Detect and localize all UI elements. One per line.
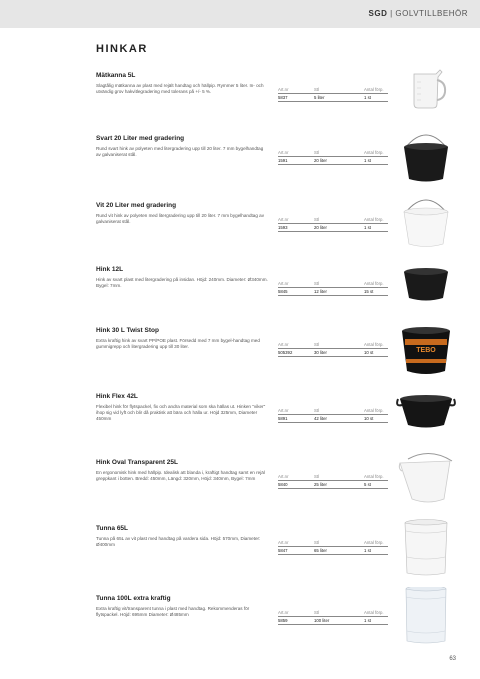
art-header: Art.nr bbox=[278, 610, 289, 615]
art-number: 5845 bbox=[278, 289, 288, 294]
art-number: 505392 bbox=[278, 350, 293, 355]
table-header-row bbox=[278, 341, 388, 349]
pack-header: Antal förp. bbox=[364, 87, 384, 92]
table-header-row bbox=[278, 539, 388, 547]
product-block bbox=[96, 266, 456, 326]
product-name: Mätkanna 5L bbox=[96, 72, 136, 79]
product-description: Rund svart hink av polyeten med litergradering upp till 20 liter. 7 mm bygelhandtag av galvaniserat stål. bbox=[96, 146, 264, 158]
pack-header: Antal förp. bbox=[364, 342, 384, 347]
table-header-row bbox=[278, 86, 388, 94]
pack-value: 10 st bbox=[364, 350, 374, 355]
art-number: 5840 bbox=[278, 482, 288, 487]
product-table bbox=[278, 341, 388, 357]
page-number: 63 bbox=[449, 656, 456, 662]
art-header: Art.nr bbox=[278, 150, 289, 155]
art-header: Art.nr bbox=[278, 540, 289, 545]
product-block bbox=[96, 595, 456, 655]
art-number: 5837 bbox=[278, 95, 288, 100]
table-header-row bbox=[278, 280, 388, 288]
product-name: Hink Flex 42L bbox=[96, 393, 138, 400]
measuring-jug-icon bbox=[396, 64, 456, 126]
table-row bbox=[278, 617, 388, 625]
tebo-bucket-icon bbox=[396, 319, 456, 381]
table-row bbox=[278, 224, 388, 232]
product-table bbox=[278, 407, 388, 423]
product-block bbox=[96, 327, 456, 387]
size-header: Stl bbox=[314, 87, 320, 92]
product-description: Slagtålig mätkanna av plast med rejält handtag och hällpip. Rymmer 5 liter. In- och utvändig grov hakvitlegradering med tolerans på +/- 5 %. bbox=[96, 83, 264, 95]
size-value: 25 liter bbox=[314, 482, 327, 487]
header-separator: | bbox=[390, 9, 393, 18]
brand-label: SGD bbox=[368, 9, 388, 18]
pack-value: 5 st bbox=[364, 482, 371, 487]
size-header: Stl bbox=[314, 281, 320, 286]
pack-header: Antal förp. bbox=[364, 217, 384, 222]
product-table bbox=[278, 280, 388, 296]
pack-header: Antal förp. bbox=[364, 540, 384, 545]
pack-value: 1 st bbox=[364, 158, 371, 163]
table-row bbox=[278, 288, 388, 296]
product-table bbox=[278, 609, 388, 625]
pack-header: Antal förp. bbox=[364, 150, 384, 155]
art-number: 1591 bbox=[278, 158, 288, 163]
size-value: 5 liter bbox=[314, 95, 325, 100]
product-name: Tunna 100L extra kraftig bbox=[96, 595, 171, 602]
art-header: Art.nr bbox=[278, 474, 289, 479]
size-value: 42 liter bbox=[314, 416, 327, 421]
page-title: HINKAR bbox=[96, 43, 148, 55]
page-header bbox=[0, 0, 480, 28]
black-bucket-icon bbox=[396, 127, 456, 189]
oval-transparent-bucket-icon bbox=[396, 451, 456, 513]
product-description: Tunna på 65L av vit plast med handtag på vardera sida. Höjd: 570mm, Diameter: Ø400mm bbox=[96, 536, 261, 548]
pack-value: 1 st bbox=[364, 95, 371, 100]
product-block bbox=[96, 202, 456, 262]
product-description: Flexibel hink för flytspackel, fix och andra material som ska hällas ut. Hinken "viker" ihop sig vid lyft och blir då praktisk att bära och hälla ur. Höjd 325mm, Diameter 450mm bbox=[96, 404, 266, 422]
table-row bbox=[278, 94, 388, 102]
table-row bbox=[278, 547, 388, 555]
size-value: 20 liter bbox=[314, 225, 327, 230]
product-block bbox=[96, 72, 456, 132]
table-row bbox=[278, 415, 388, 423]
pack-header: Antal förp. bbox=[364, 610, 384, 615]
pack-value: 1 st bbox=[364, 548, 371, 553]
white-barrel-icon bbox=[396, 517, 456, 579]
product-name: Tunna 65L bbox=[96, 525, 129, 532]
product-table bbox=[278, 216, 388, 232]
product-description: En ergonomisk hink med hällpip. Idealisk att blanda i, kraftigt handtag samt en rejäl greppkant i botten. Bredd: 450mm, Längd: 320mm, Höjd: 340mm, Bygel: 7mm bbox=[96, 470, 265, 482]
pack-header: Antal förp. bbox=[364, 474, 384, 479]
size-header: Stl bbox=[314, 408, 320, 413]
product-table bbox=[278, 539, 388, 555]
black-tub-icon bbox=[396, 258, 456, 320]
table-header-row bbox=[278, 216, 388, 224]
table-row bbox=[278, 157, 388, 165]
section-name: GOLVTILLBEHÖR bbox=[395, 9, 468, 18]
pack-value: 10 st bbox=[364, 416, 374, 421]
table-header-row bbox=[278, 473, 388, 481]
product-table bbox=[278, 86, 388, 102]
art-header: Art.nr bbox=[278, 217, 289, 222]
art-header: Art.nr bbox=[278, 281, 289, 286]
size-header: Stl bbox=[314, 217, 320, 222]
size-value: 100 liter bbox=[314, 618, 330, 623]
pack-header: Antal förp. bbox=[364, 408, 384, 413]
size-value: 12 liter bbox=[314, 289, 327, 294]
product-table bbox=[278, 473, 388, 489]
art-number: 1593 bbox=[278, 225, 288, 230]
pack-value: 15 st bbox=[364, 289, 374, 294]
art-number: 5859 bbox=[278, 618, 288, 623]
table-row bbox=[278, 481, 388, 489]
table-header-row bbox=[278, 149, 388, 157]
product-block bbox=[96, 459, 456, 519]
product-name: Svart 20 Liter med gradering bbox=[96, 135, 185, 142]
art-header: Art.nr bbox=[278, 342, 289, 347]
product-name: Hink Oval Transparent 25L bbox=[96, 459, 179, 466]
product-block bbox=[96, 393, 456, 453]
art-header: Art.nr bbox=[278, 87, 289, 92]
product-name: Hink 12L bbox=[96, 266, 124, 273]
large-barrel-icon bbox=[396, 587, 456, 649]
size-value: 30 liter bbox=[314, 350, 327, 355]
product-description: Rund vit hink av polyeten med litergradering upp till 20 liter. 7 mm bygelhandtag av galvaniserat stål. bbox=[96, 213, 265, 225]
table-header-row bbox=[278, 609, 388, 617]
product-table bbox=[278, 149, 388, 165]
art-number: 5847 bbox=[278, 548, 288, 553]
tebo-logo: TEBO bbox=[416, 347, 436, 354]
size-value: 65 liter bbox=[314, 548, 327, 553]
section-label bbox=[369, 9, 468, 18]
table-header-row bbox=[278, 407, 388, 415]
product-name: Vit 20 Liter med gradering bbox=[96, 202, 177, 209]
pack-header: Antal förp. bbox=[364, 281, 384, 286]
product-block bbox=[96, 135, 456, 195]
white-bucket-icon bbox=[396, 194, 456, 256]
pack-value: 1 st bbox=[364, 618, 371, 623]
size-header: Stl bbox=[314, 342, 320, 347]
product-description: Hink av svart plast med litergradering på insidan. Höjd: 240mm. Diameter: Ø340mm. Bygel: 7mm. bbox=[96, 277, 268, 289]
size-value: 20 liter bbox=[314, 158, 327, 163]
product-name: Hink 30 L Twist Stop bbox=[96, 327, 159, 334]
size-header: Stl bbox=[314, 474, 320, 479]
table-row bbox=[278, 349, 388, 357]
pack-value: 1 st bbox=[364, 225, 371, 230]
flex-tub-icon bbox=[396, 385, 456, 447]
size-header: Stl bbox=[314, 540, 320, 545]
product-block bbox=[96, 525, 456, 585]
art-number: 5891 bbox=[278, 416, 288, 421]
size-header: Stl bbox=[314, 610, 320, 615]
product-description: Extra kraftig hink av svart PP/POE plast. Försedd med 7 mm bygel-handtag med gummigrepp och litergradering upp till 30 liter. bbox=[96, 338, 260, 350]
product-description: Extra kraftig vit/transparent tunna i plast med handtag. Rekommenderas för flytspackel. Höjd: 695mm Diameter: Ø485mm bbox=[96, 606, 250, 618]
art-header: Art.nr bbox=[278, 408, 289, 413]
size-header: Stl bbox=[314, 150, 320, 155]
